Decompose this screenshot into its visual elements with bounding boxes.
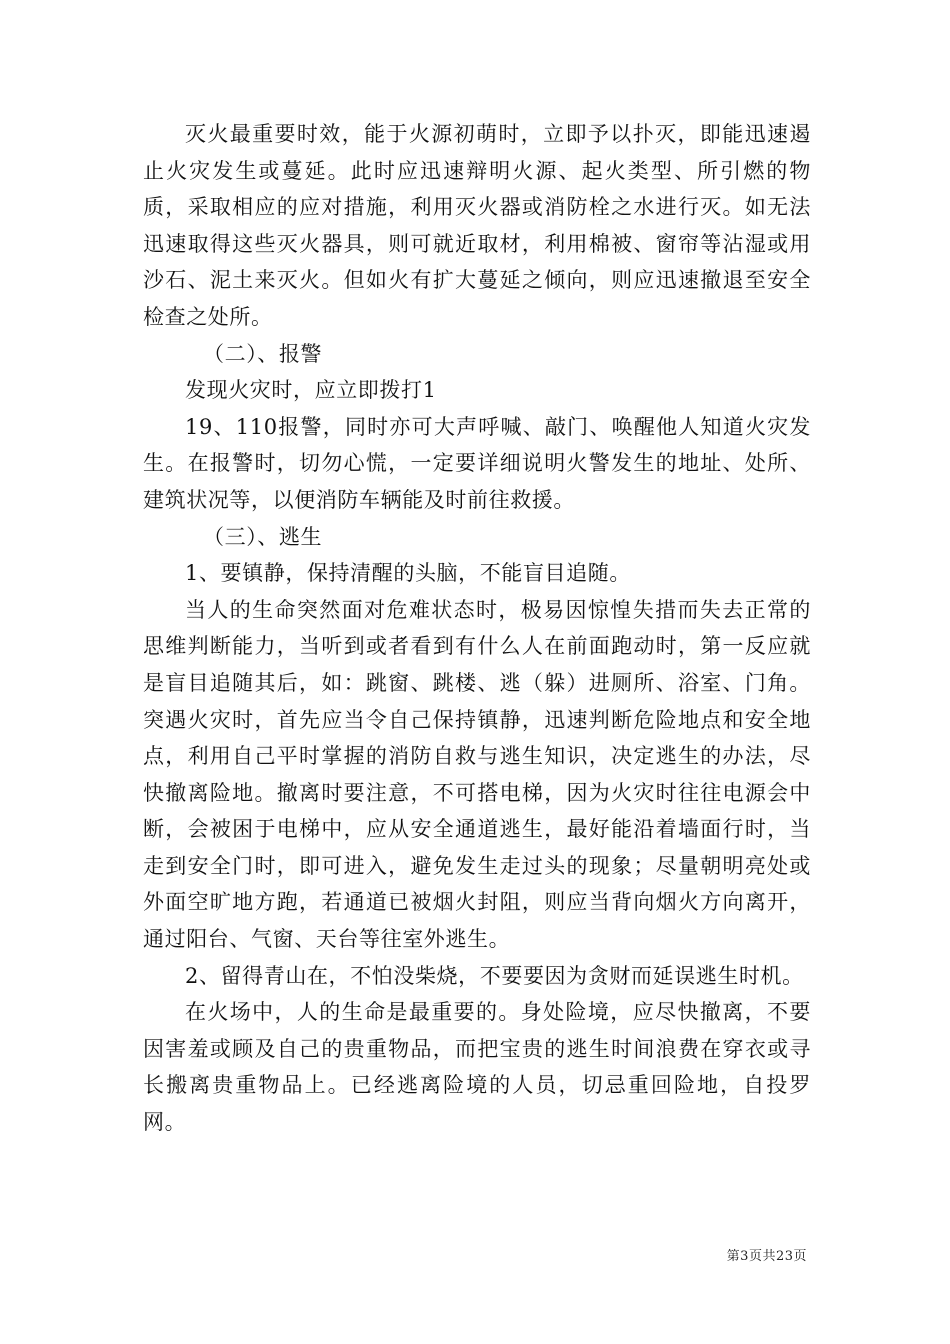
point-life-first: 2、留得青山在，不怕没柴烧，不要要因为贪财而延误逃生时机。 bbox=[185, 963, 804, 988]
paragraph-stay-calm-details: 当人的生命突然面对危难状态时，极易因惊惶失措而失去正常的思维判断能力，当听到或者看到有什么人在前面跑动时，第一反应就是盲目追随其后，如：跳窗、跳楼、逃（躲）进厕所、浴室、门角。突遇火灾时，首先应当令自己保持镇静，迅速判断危险地点和安全地点，利用自己平时掌握的消防自救与逃生知识，决定逃生的办法，尽快撤离险地。撤离时要注意，不可搭电梯，因为火灾时往往电源会中断，会被困于电梯中，应从安全通道逃生，最好能沿着墙面行时，当走到安全门时，即可进入，避免发生走过头的现象；尽量朝明亮处或外面空旷地方跑，若通道已被烟火封阻，则应当背向烟火方向离开，通过阳台、气窗、天台等往室外逃生。 bbox=[143, 597, 811, 952]
document-body bbox=[143, 116, 811, 1141]
section-heading-alarm: （二）、报警 bbox=[203, 341, 323, 366]
paragraph-fire-extinguishing: 灭火最重要时效，能于火源初萌时，立即予以扑灭，即能迅速遏止火灾发生或蔓延。此时应迅速辩明火源、起火类型、所引燃的物质，采取相应的应对措施，利用灭火器或消防栓之水进行灭。如无法迅速取得这些灭火器具，则可就近取材，利用棉被、窗帘等沾湿或用沙石、泥土来灭火。但如火有扩大蔓延之倾向，则应迅速撤退至安全检查之处所。 bbox=[143, 122, 811, 329]
paragraph-life-first-details: 在火场中，人的生命是最重要的。身处险境，应尽快撤离，不要因害羞或顾及自己的贵重物品，而把宝贵的逃生时间浪费在穿衣或寻长搬离贵重物品上。已经逃离险境的人员，切忌重回险地，自投罗网。 bbox=[143, 1000, 811, 1135]
paragraph-alarm-call: 发现火灾时，应立即拨打1 bbox=[185, 378, 437, 403]
page-number-footer: 第3页共23页 bbox=[726, 1249, 807, 1264]
point-stay-calm: 1、要镇静，保持清醒的头脑，不能盲目追随。 bbox=[185, 561, 631, 586]
section-heading-escape: （三）、逃生 bbox=[203, 524, 323, 549]
paragraph-alarm-details: 19、110报警，同时亦可大声呼喊、敲门、唤醒他人知道火灾发生。在报警时，切勿心慌，一定要详细说明火警发生的地址、处所、建筑状况等，以便消防车辆能及时前往救援。 bbox=[143, 414, 811, 512]
